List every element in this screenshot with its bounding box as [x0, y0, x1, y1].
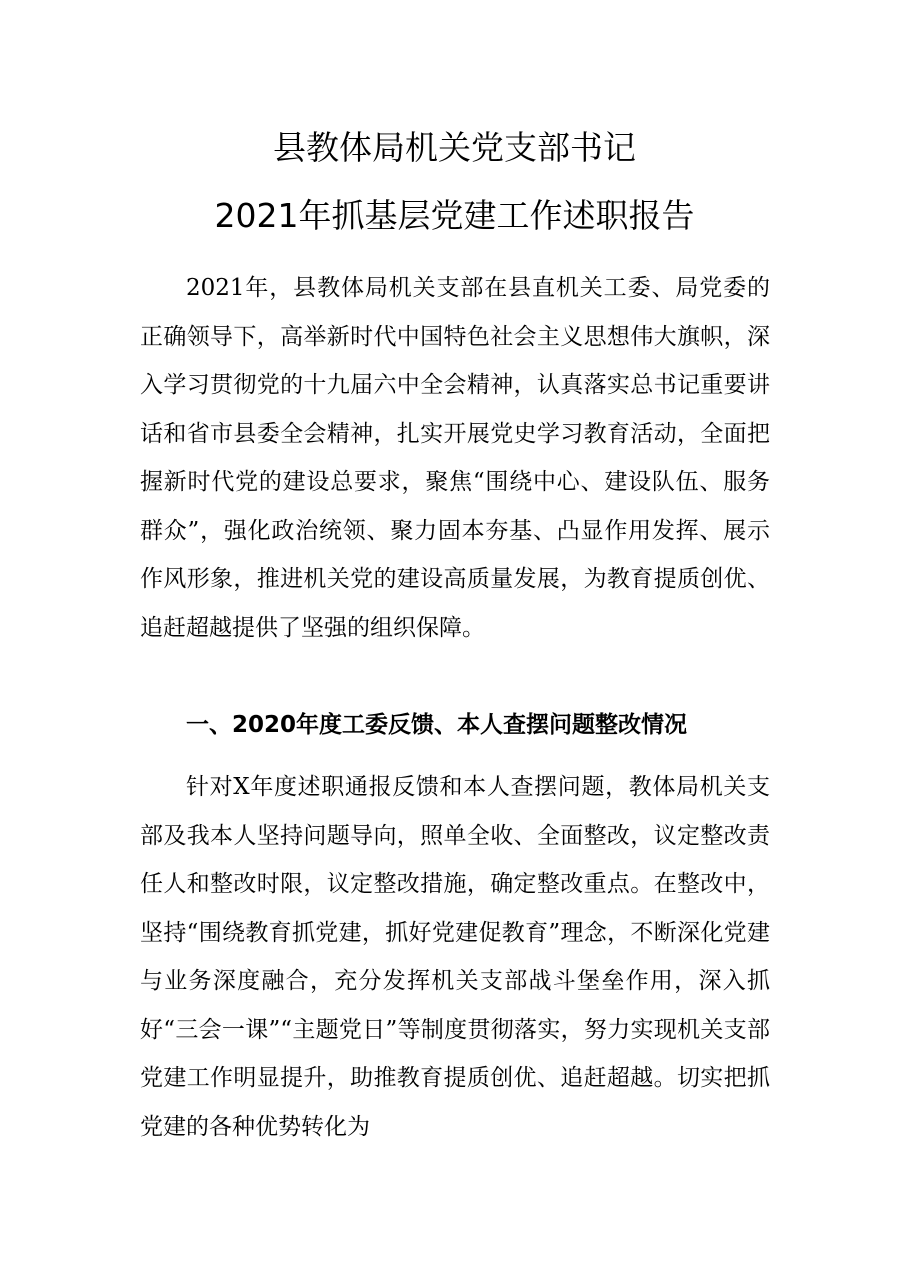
document-title-line-2: 2021年抓基层党建工作述职报告 — [214, 196, 695, 235]
paragraph-section-1: 针对X年度述职通报反馈和本人查摆问题，教体局机关支部及我本人坚持问题导向，照单全收、全面整改，议定整改责任人和整改时限，议定整改措施，确定整改重点。在整改中，坚持“围绕教育抓党建，抓好党建促教育”理念，不断深化党建与业务深度融合，充分发挥机关支部战斗堡垒作用，深入抓好“三会一课”“主题党日”等制度贯彻落实，努力实现机关支部党建工作明显提升，助推教育提质创优、追赶超越。切实把抓党建的各种优势转化为 — [140, 774, 770, 1140]
document-title-line-1: 县教体局机关党支部书记 — [273, 128, 636, 167]
section-heading-1: 一、2020年度工委反馈、本人查摆问题整改情况 — [186, 712, 688, 738]
paragraph-intro: 2021年，县教体局机关支部在县直机关工委、局党委的正确领导下，高举新时代中国特色社会主义思想伟大旗帜，深入学习贯彻党的十九届六中全会精神，认真落实总书记重要讲话和省市县委全会精神，扎实开展党史学习教育活动，全面把握新时代党的建设总要求，聚焦“围绕中心、建设队伍、服务群众”，强化政治统领、聚力固本夯基、凸显作用发挥、展示作风形象，推进机关党的建设高质量发展，为教育提质创优、追赶超越提供了坚强的组织保障。 — [140, 275, 770, 641]
